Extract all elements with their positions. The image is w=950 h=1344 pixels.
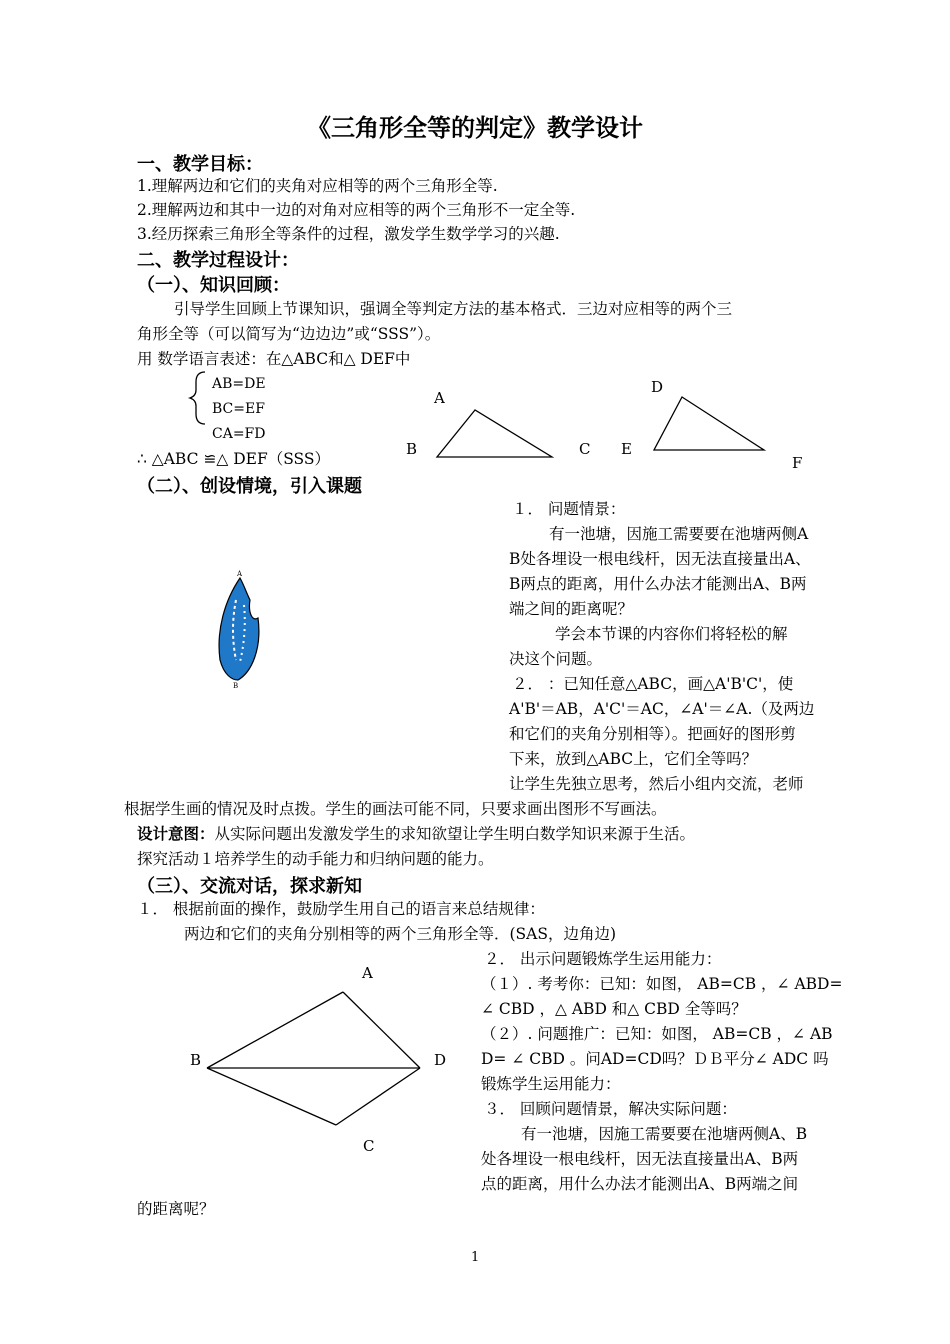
- kite-label-a: A: [362, 964, 373, 982]
- question-2-line-3: 和它们的夹角分别相等）。把画好的图形剪: [509, 725, 796, 743]
- review-paragraph-line-1: 引导学生回顾上节课知识，强调全等判定方法的基本格式．三边对应相等的两个三: [174, 300, 733, 318]
- kite-label-b: B: [190, 1051, 202, 1069]
- pond-label-a: A: [237, 570, 243, 578]
- kite-label-d: D: [434, 1051, 447, 1069]
- condition-ab-de: AB=DE: [212, 376, 266, 392]
- objective-1: 1.理解两边和它们的夹角对应相等的两个三角形全等.: [137, 177, 498, 195]
- label-f: F: [792, 454, 803, 472]
- part-1-heading: （一）、知识回顾：: [137, 275, 290, 296]
- question-1-tail-2: 决这个问题。: [509, 650, 603, 668]
- problem-review-line-1: 有一池塘，因施工需要要在池塘两侧A、B: [521, 1125, 808, 1143]
- objective-2: 2.理解两边和其中一边的对角对应相等的两个三角形不一定全等.: [137, 201, 576, 219]
- kite-label-c: C: [363, 1137, 375, 1155]
- part-3-heading: （三）、交流对话，探求新知: [137, 876, 362, 897]
- practice-2-line-1: （２）. 问题推广：已知：如图， AB=CB ，∠ AB: [481, 1025, 833, 1043]
- question-1-line-4: 端之间的距离呢？: [509, 600, 634, 618]
- document-title: 《三角形全等的判定》教学设计: [307, 114, 643, 142]
- design-intent-text: 从实际问题出发激发学生的求知欲望让学生明白数学知识来源于生活。: [214, 825, 696, 843]
- label-c: C: [579, 440, 591, 458]
- question-1-line-3: B两点的距离，用什么办法才能测出A、B两: [509, 575, 807, 593]
- practice-2-line-3: 锻炼学生运用能力：: [481, 1075, 621, 1093]
- pond-label-b: B: [233, 682, 239, 690]
- problem-review-line-2: 处各埋设一根电线杆，因无法直接量出A、B两: [481, 1150, 799, 1168]
- sas-rule: 两边和它们的夹角分别相等的两个三角形全等．(SAS，边角边): [184, 925, 617, 943]
- label-e: E: [621, 440, 632, 458]
- conclusion-sss: ∴ △ABC ≌△ DEF（SSS）: [137, 450, 331, 468]
- triangle-abc: [437, 410, 552, 457]
- question-1-tail-1: 学会本节课的内容你们将轻松的解: [555, 625, 788, 643]
- practice-1-line-2: ∠ CBD ，△ ABD 和△ CBD 全等吗？: [481, 1000, 747, 1018]
- design-intent: [137, 822, 695, 846]
- section-1-heading: 一、教学目标：: [137, 154, 263, 175]
- condition-ca-fd: CA=FD: [212, 426, 266, 442]
- kite-figure: [207, 992, 420, 1125]
- design-intent-line-2: 探究活动１培养学生的动手能力和归纳问题的能力。: [137, 850, 494, 868]
- practice-2-line-2: D= ∠ CBD 。问AD=CD吗？ＤＢ平分∠ ADC 吗: [481, 1050, 829, 1068]
- label-a: A: [434, 389, 445, 407]
- math-expression-intro: 用 数学语言表述：在△ABC和△ DEF中: [137, 350, 411, 368]
- triangle-def: [654, 397, 764, 450]
- condition-bc-ef: BC=EF: [212, 401, 265, 417]
- rule-intro: １． 根据前面的操作，鼓励学生用自己的语言来总结规律：: [137, 900, 545, 918]
- question-2-tail-1: 让学生先独立思考，然后小组内交流，老师: [509, 775, 804, 793]
- practice-title: ２． 出示问题锻炼学生运用能力：: [484, 950, 722, 968]
- practice-1-line-1: （１）. 考考你：已知：如图， AB=CB ，∠ ABD=: [481, 975, 843, 993]
- section-2-heading: 二、教学过程设计：: [137, 250, 299, 271]
- objective-3: 3.经历探索三角形全等条件的过程，激发学生数学学习的兴趣.: [137, 225, 560, 243]
- question-1-line-2: B处各埋设一根电线杆，因无法直接量出A、: [509, 550, 811, 568]
- design-intent-label: 设计意图：: [137, 825, 215, 843]
- question-2-tail-2: 根据学生画的情况及时点拨。学生的画法可能不同，只要求画出图形不写画法。: [124, 800, 667, 818]
- part-2-heading: （二）、创设情境，引入课题: [137, 476, 362, 497]
- review-paragraph-line-2: 角形全等（可以简写为“边边边”或“SSS”）。: [137, 325, 441, 343]
- label-d: D: [651, 378, 664, 396]
- brace-icon: [190, 372, 205, 424]
- problem-review-title: ３． 回顾问题情景，解决实际问题：: [484, 1100, 737, 1118]
- problem-review-line-3: 点的距离，用什么办法才能测出A、B两端之间: [481, 1175, 799, 1193]
- question-2-line-4: 下来，放到△ABC上，它们全等吗？: [509, 750, 758, 768]
- pond-illustration: [219, 578, 259, 680]
- question-2-line-1: ２． ：已知任意△ABC，画△A'B'C'，使: [512, 675, 794, 693]
- page-number: 1: [471, 1250, 480, 1265]
- question-2-line-2: A'B'＝AB，A'C'＝AC，∠A'＝∠A.（及两边: [509, 700, 815, 718]
- problem-review-line-4: 的距离呢？: [137, 1200, 215, 1218]
- label-b: B: [406, 440, 418, 458]
- question-1-title: １． 问题情景：: [512, 500, 626, 518]
- question-1-line-1: 有一池塘，因施工需要要在池塘两侧A: [549, 525, 809, 543]
